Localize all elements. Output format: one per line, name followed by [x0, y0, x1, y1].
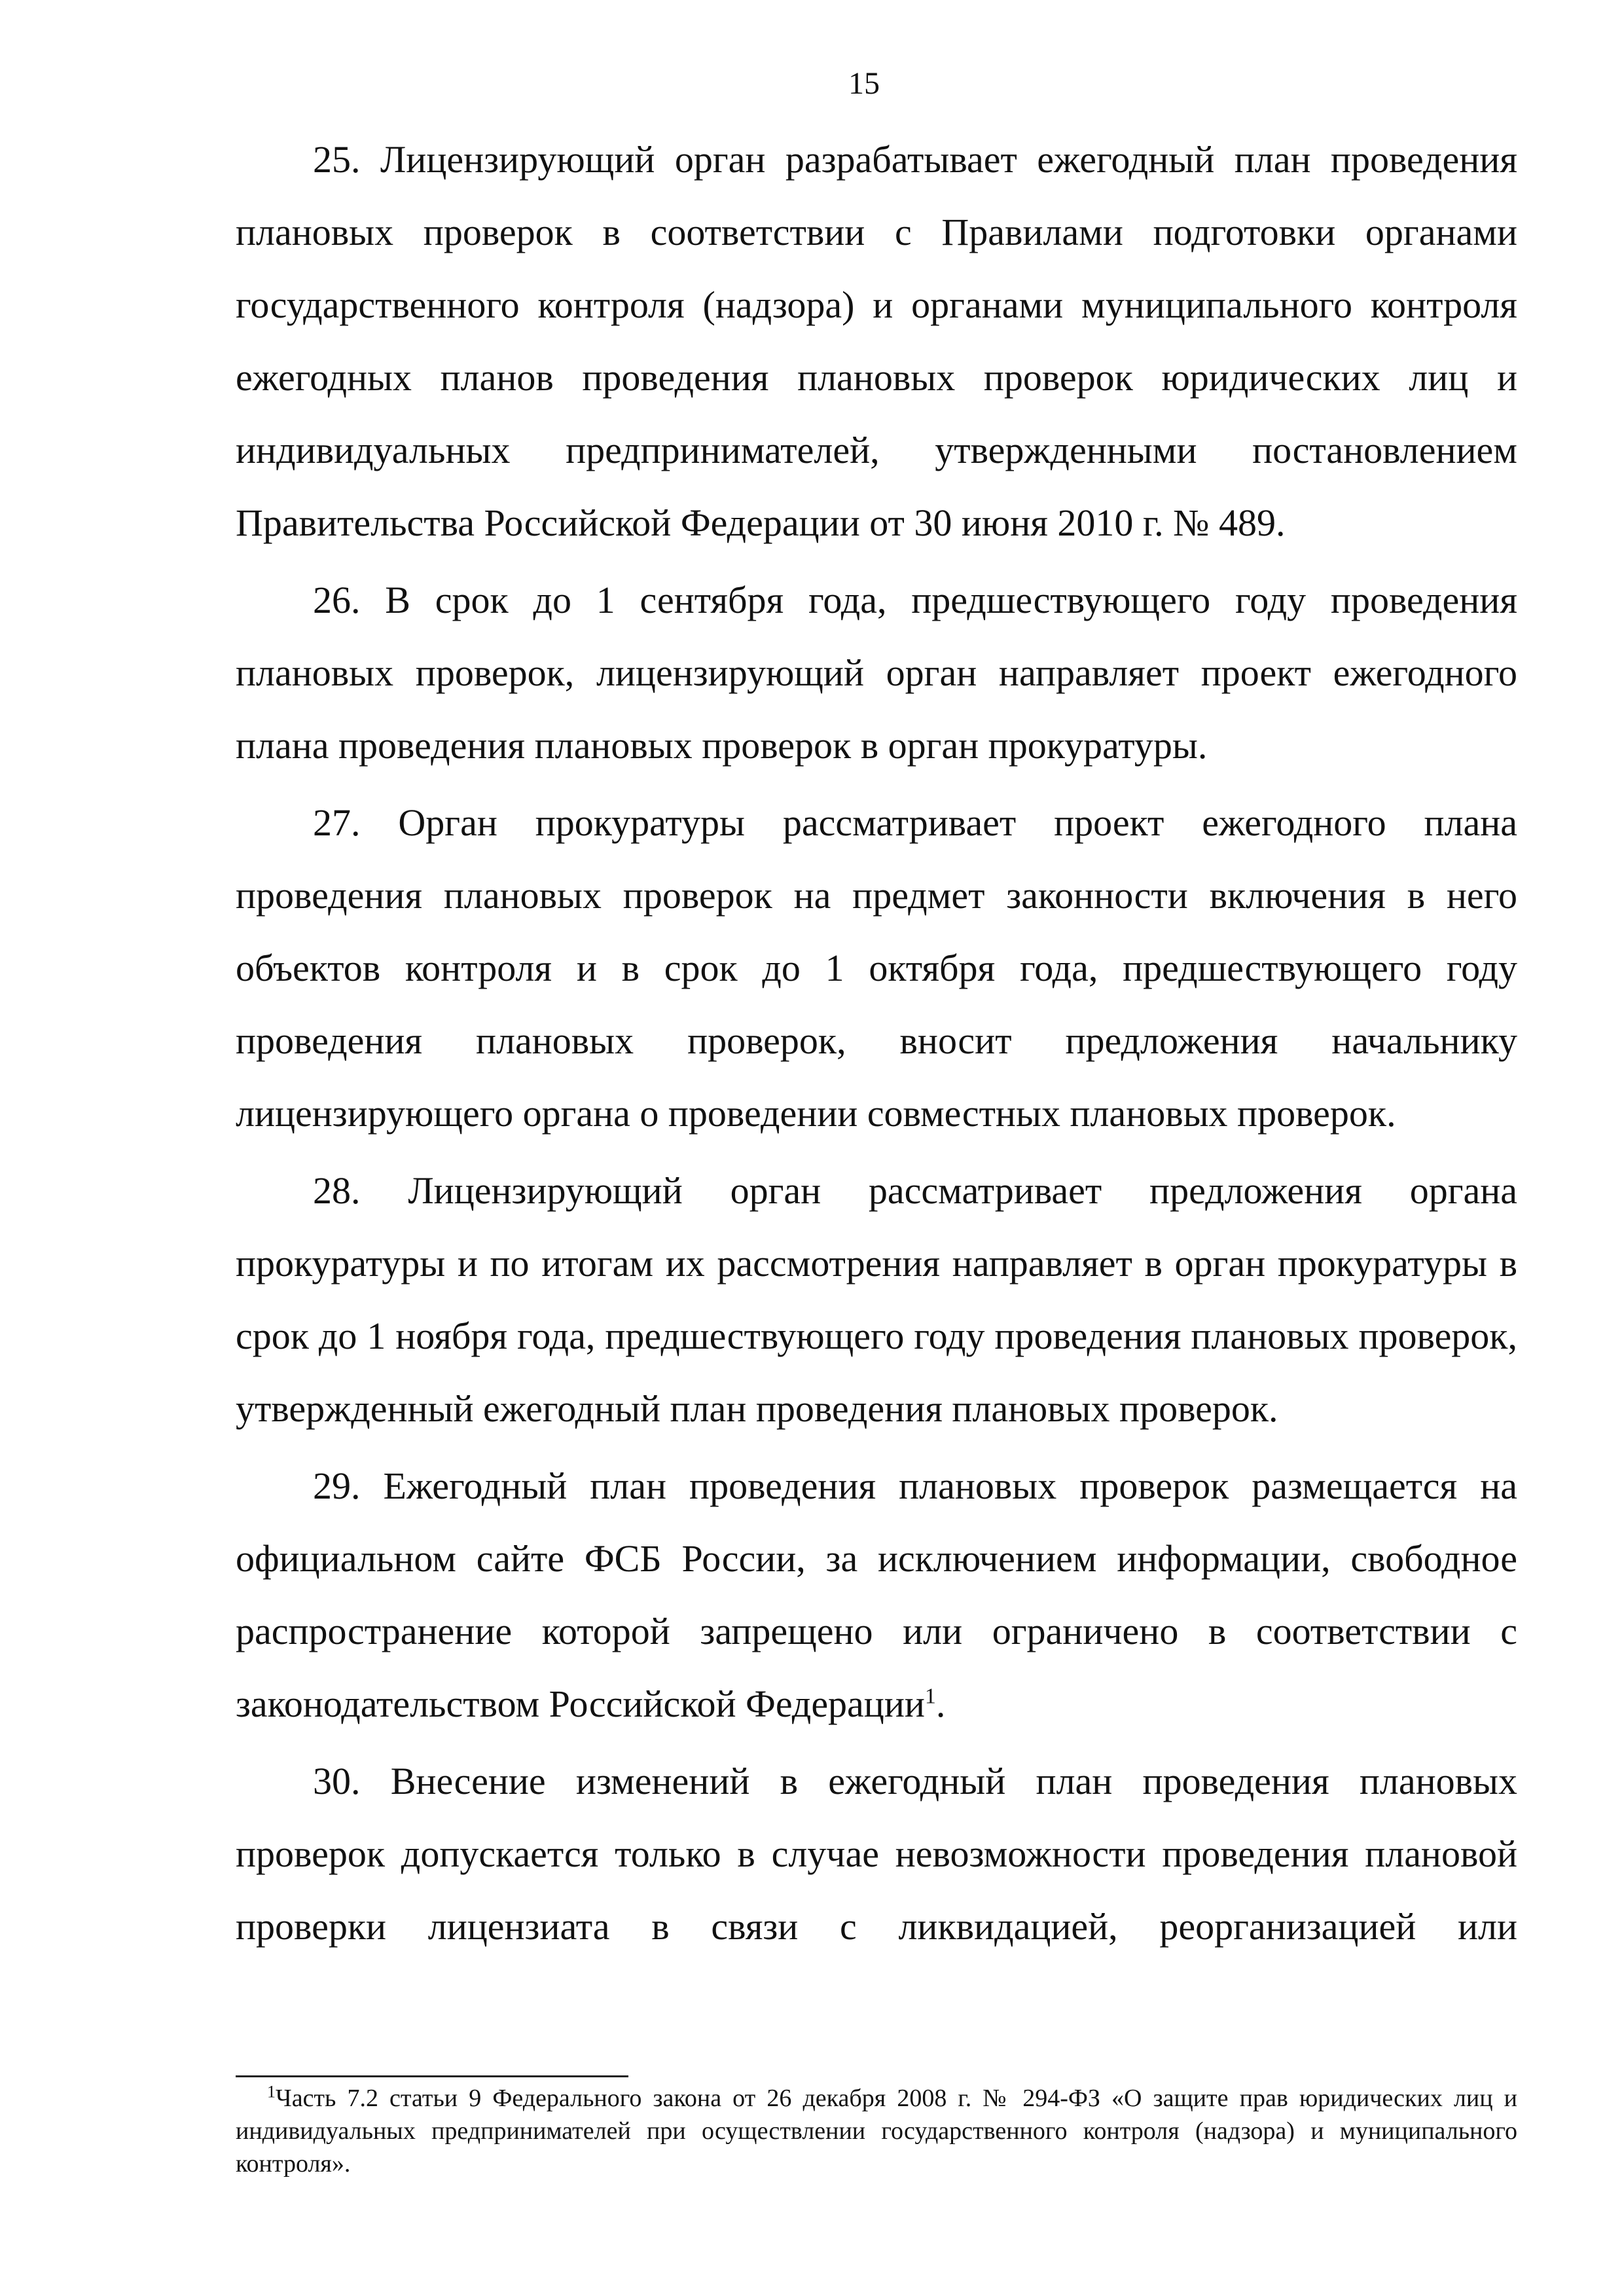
paragraph-text: Орган прокуратуры рассматривает проект ежегодного плана проведения плановых проверок на предмет законности включения в него объектов контроля и в срок до 1 октября года, предшествующего году проведения плановых проверок, вносит предложения начальнику лицензирующего органа о проведении совместных плановых проверок.: [236, 801, 1518, 1135]
paragraph-text: Лицензирующий орган рассматривает предложения органа прокуратуры и по итогам их рассмотрения направляет в орган прокуратуры в срок до 1 ноября года, предшествующего году проведения плановых проверок, утвержденный ежегодный план проведения плановых проверок.: [236, 1169, 1518, 1430]
document-body: [236, 123, 1517, 1967]
page-number: 15: [848, 66, 880, 101]
paragraph-number: 29.: [313, 1465, 361, 1507]
paragraph-28: [236, 1154, 1517, 1445]
footnote-separator: [236, 2075, 628, 2077]
paragraph-number: 30.: [313, 1760, 361, 1802]
paragraph-number: 28.: [313, 1169, 361, 1212]
paragraph-30: [236, 1745, 1517, 1963]
paragraph-29: [236, 1449, 1517, 1740]
paragraph-end: .: [935, 1683, 946, 1725]
footnote: [236, 2082, 1517, 2180]
paragraph-27: [236, 786, 1517, 1150]
paragraph-text: В срок до 1 сентября года, предшествующего году проведения плановых проверок, лицензирующий орган направляет проект ежегодного плана проведения плановых проверок в орган прокуратуры.: [236, 579, 1518, 767]
paragraph-number: 25.: [313, 138, 361, 181]
paragraph-25: [236, 123, 1517, 559]
footnote-marker: 1: [267, 2082, 276, 2102]
paragraph-text: Внесение изменений в ежегодный план проведения плановых проверок допускается только в случае невозможности проведения плановой проверки лицензиата в связи с ликвидацией, реорганизацией или: [236, 1760, 1517, 1948]
footnote-text: Часть 7.2 статьи 9 Федерального закона от 26 декабря 2008 г. № 294-ФЗ «О защите прав юридических лиц и индивидуальных предпринимателей при осуществлении государственного контроля (надзора) и муниципального контроля».: [236, 2085, 1517, 2178]
footnote-reference: 1: [924, 1684, 936, 1709]
paragraph-text: Лицензирующий орган разрабатывает ежегодный план проведения плановых проверок в соответствии с Правилами подготовки органами государственного контроля (надзора) и органами муниципального контроля ежегодных планов проведения плановых проверок юридических лиц и индивидуальных предпринимателей, утвержденными постановлением Правительства Российской Федерации от 30 июня 2010 г. № 489.: [236, 138, 1517, 544]
paragraph-26: [236, 564, 1517, 782]
paragraph-number: 27.: [313, 801, 361, 844]
paragraph-text: Ежегодный план проведения плановых проверок размещается на официальном сайте ФСБ России, за исключением информации, свободное распространение которой запрещено или ограничено в соответствии с законодательством Российской Федерации: [236, 1465, 1518, 1725]
paragraph-number: 26.: [313, 579, 361, 621]
